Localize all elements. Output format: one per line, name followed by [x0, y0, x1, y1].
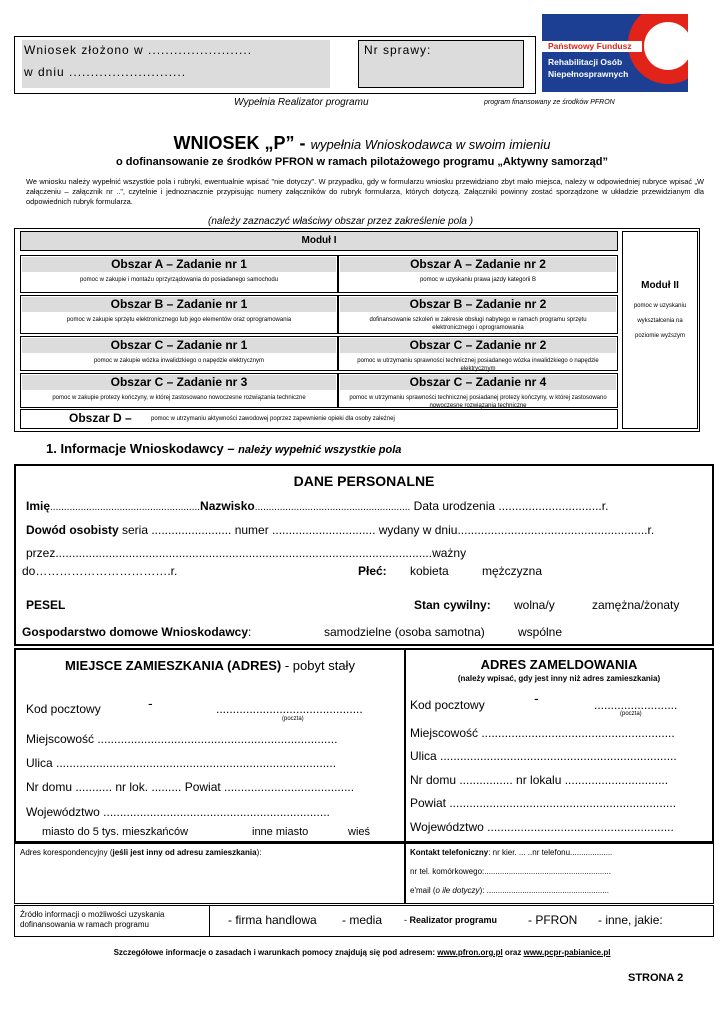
source-firm[interactable]: - firma handlowa [228, 913, 317, 927]
pesel-label[interactable]: PESEL [26, 598, 66, 612]
pcpr-link[interactable]: www.pcpr-pabianice.pl [523, 948, 611, 957]
pfron-logo: Państwowy Fundusz Rehabilitacji Osób Niepełnosprawnych [542, 14, 688, 92]
household-shared[interactable]: wspólne [518, 625, 563, 639]
module-title: Obszar B – Zadanie nr 1 [22, 297, 336, 312]
sex-female[interactable]: kobieta [410, 564, 449, 578]
email-line[interactable]: e'mail (o ile dotyczy): ....................................................... [410, 886, 609, 895]
source-pfron[interactable]: - PFRON [528, 913, 578, 927]
pfron-link[interactable]: www.pfron.org.pl [437, 948, 503, 957]
subtitle: o dofinansowanie ze środków PFRON w ramach pilotażowego programu „Aktywny samorząd” [115, 156, 609, 168]
case-number-label: Nr sprawy: [364, 43, 432, 57]
res-house[interactable]: Nr domu ........... nr lok. ......... Powiat ....................................... [26, 780, 355, 794]
module1-header: Moduł I [20, 231, 618, 251]
id-line[interactable]: Dowód osobisty seria ........................ numer ............................... wydany w dniu.........................................................r. [26, 523, 655, 537]
module-desc: pomoc w zakupie i montażu oprzyrządowania do posiadanego samochodu [79, 277, 279, 283]
sex-label: Płeć: [358, 564, 387, 578]
res-village[interactable]: wieś [348, 826, 371, 838]
module-cell-r-3[interactable] [338, 373, 618, 408]
res-small-town[interactable]: miasto do 5 tys. mieszkańców [42, 826, 189, 838]
source-other[interactable]: - inne, jakie: [598, 913, 663, 927]
sex-male[interactable]: mężczyzna [482, 564, 543, 578]
date-label: w dniu ........................... [24, 65, 187, 79]
select-note: (należy zaznaczyć właściwy obszar przez zakreślenie pola ) [208, 216, 474, 227]
res-postal-input[interactable]: ............................................ [216, 702, 363, 716]
reg-house[interactable]: Nr domu ................ nr lokalu ............................... [410, 773, 669, 787]
marital-married[interactable]: zamężna/żonaty [592, 598, 680, 612]
module-desc: pomoc w utrzymaniu sprawności technicznej posiadanego wózka inwalidzkiego o napędzie elektrycznym [357, 358, 599, 372]
res-street[interactable]: Ulica .................................................................................... [26, 756, 337, 770]
module-cell-l-2[interactable] [20, 336, 338, 371]
registration-title: ADRES ZAMELDOWANIA [480, 657, 638, 672]
area-d-row[interactable]: Obszar D – pomoc w utrzymaniu aktywności zawodowej poprzez zapewnienie opieki dla osoby zależnej [20, 409, 618, 429]
issued-by-line[interactable]: przez.................................................................................................................ważny [26, 546, 467, 560]
reg-postal-dash: - [534, 690, 539, 706]
household-single[interactable]: samodzielne (osoba samotna) [324, 625, 485, 639]
instructions: We wniosku należy wypełnić wszystkie pola i rubryki, ewentualnie wpisać "nie dotyczy". W przypadku, gdy w formularzu wniosku przewidziano zbyt mało miejsca, należy w odpowiedniej rubryce wpisać „W załączeniu – załącznik nr ..”, czytelnie i jednoznacznie przypisując numery załączników do rubryk formularza, których dotyczą. Załączniki powinny zostać sporządzone w układzie przewidzianym dla odpowiednich rubryk formularza. [26, 177, 704, 206]
valid-until-line[interactable]: do…………………………….r. [22, 564, 178, 578]
module-desc: pomoc w zakupie wózka inwalidzkiego o napędzie elektrycznym [93, 358, 265, 364]
res-postal-dash: - [148, 695, 153, 711]
module-title: Obszar A – Zadanie nr 2 [340, 257, 616, 272]
module-desc: dofinansowanie szkoleń w zakresie obsługi nabytego w ramach programu sprzętu elektronicznego i oprogramowania [369, 317, 587, 331]
submitted-label: Wniosek złożono w ........................ [24, 43, 253, 57]
res-town[interactable]: Miejscowość ........................................................................ [26, 732, 338, 746]
reg-voivodeship[interactable]: Województwo ........................................................ [410, 820, 674, 834]
res-postal-hint: (poczta) [282, 716, 304, 722]
module-title: Obszar C – Zadanie nr 2 [340, 338, 616, 353]
res-voivodeship[interactable]: Województwo .................................................................... [26, 805, 330, 819]
mobile-line[interactable]: nr tel. komórkowego:......................................................... [410, 867, 611, 876]
page-title: WNIOSEK „P” - wypełnia Wnioskodawca w swoim imieniu [173, 133, 551, 153]
res-postal-label: Kod pocztowy [26, 702, 101, 716]
section1-heading: 1. Informacje Wnioskodawcy – należy wypełnić wszystkie pola [46, 441, 402, 456]
financed-note: program finansowany ze środków PFRON [484, 99, 615, 106]
footer-info: Szczegółowe informacje o zasadach i warunkach pomocy znajdują się pod adresem: www.pfron.org.pl oraz www.pcpr-pabianice.pl [113, 948, 611, 957]
module-title: Obszar C – Zadanie nr 3 [22, 375, 336, 390]
res-other-town[interactable]: inne miasto [252, 826, 309, 838]
module-title: Obszar C – Zadanie nr 4 [340, 375, 616, 390]
module-title: Obszar B – Zadanie nr 2 [340, 297, 616, 312]
reg-district[interactable]: Powiat .................................................................... [410, 796, 677, 810]
module-cell-r-2[interactable] [338, 336, 618, 371]
marital-single[interactable]: wolna/y [514, 598, 555, 612]
fill-note: Wypełnia Realizator programu [234, 97, 369, 108]
reg-postal-input[interactable]: ......................... [594, 698, 678, 712]
module-title: Obszar C – Zadanie nr 1 [22, 338, 336, 353]
name-line[interactable]: Imię......................................................Nazwisko........................................................ Data urodzenia ...............................r. [26, 499, 609, 513]
reg-street[interactable]: Ulica ....................................................................... [410, 749, 677, 763]
correspondence-label: Adres korespondencyjny (jeśli jest inny od adresu zamieszkania): [20, 848, 262, 857]
module-cell-l-1[interactable] [20, 295, 338, 334]
residence-title: MIEJSCE ZAMIESZKANIA (ADRES) - pobyt stały [65, 658, 355, 673]
reg-town[interactable]: Miejscowość .......................................................... [410, 726, 675, 740]
module-cell-r-1[interactable] [338, 295, 618, 334]
module-title: Obszar A – Zadanie nr 1 [22, 257, 336, 272]
module-desc: pomoc w utrzymaniu sprawności technicznej posiadanej protezy kończyny, w której zastosowano nowoczesne rozwiązania techniczne [349, 395, 607, 409]
module2-cell[interactable]: Moduł II pomoc w uzyskaniu wykształcenia na poziomie wyższym [622, 231, 698, 429]
module-cell-r-0[interactable] [338, 255, 618, 293]
page-number: STRONA 2 [628, 972, 684, 984]
module-desc: pomoc w zakupie sprzętu elektronicznego lub jego elementów oraz oprogramowania [66, 317, 292, 323]
module-desc: pomoc w uzyskaniu prawa jazdy kategorii B [419, 277, 537, 283]
source-realizator[interactable]: - Realizator programu [404, 915, 498, 925]
reg-postal-label: Kod pocztowy [410, 698, 485, 712]
household-label: Gospodarstwo domowe Wnioskodawcy: [22, 625, 252, 639]
module-desc: pomoc w zakupie protezy kończyny, w której zastosowano nowoczesne rozwiązania techniczne [52, 395, 306, 401]
source-label: Źródło informacji o możliwości uzyskania dofinansowania w ramach programu [20, 910, 165, 929]
reg-postal-hint: (poczta) [620, 711, 642, 717]
phone-line[interactable]: Kontakt telefoniczny: nr kier. ... ..nr telefonu................... [410, 848, 613, 857]
personal-title: DANE PERSONALNE [293, 473, 435, 489]
registration-note: (należy wpisać, gdy jest inny niż adres zamieszkania) [457, 674, 661, 683]
module-cell-l-3[interactable] [20, 373, 338, 408]
source-media[interactable]: - media [342, 913, 383, 927]
module-cell-l-0[interactable] [20, 255, 338, 293]
marital-label: Stan cywilny: [414, 598, 491, 612]
